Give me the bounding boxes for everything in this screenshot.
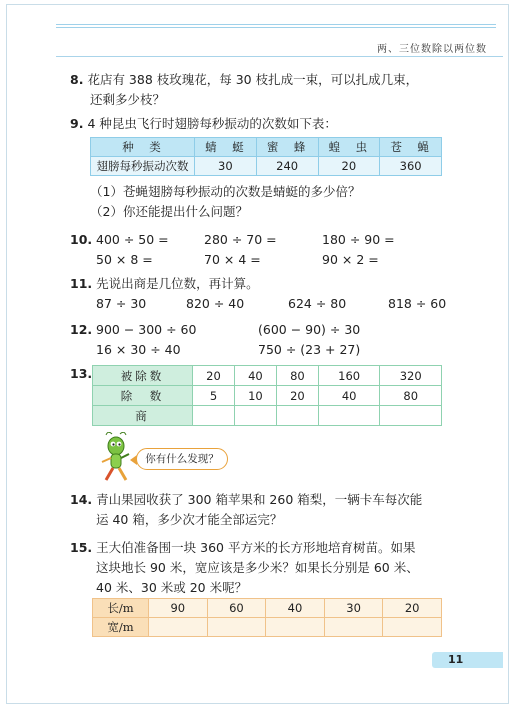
problem-text: 王大伯准备围一块 360 平方米的长方形地培育树苗。如果 bbox=[96, 540, 416, 555]
expression: 50 × 8 = bbox=[96, 252, 153, 267]
expression: 180 ÷ 90 = bbox=[322, 232, 395, 247]
table-header: 苍 蝇 bbox=[380, 138, 442, 157]
expression: 820 ÷ 40 bbox=[186, 296, 245, 311]
problem-number: 10. bbox=[70, 232, 93, 247]
expression: 900 − 300 ÷ 60 bbox=[96, 322, 197, 337]
table-cell: 320 bbox=[380, 366, 442, 386]
problem-number: 8. bbox=[70, 72, 84, 87]
answer-cell[interactable] bbox=[234, 406, 276, 426]
expression: 818 ÷ 60 bbox=[388, 296, 447, 311]
table-cell: 10 bbox=[234, 386, 276, 406]
problem-number: 15. bbox=[70, 540, 93, 555]
table-cell: 40 bbox=[234, 366, 276, 386]
chapter-header: 两、三位数除以两位数 bbox=[377, 44, 487, 55]
expression: 750 ÷ (23 + 27) bbox=[258, 342, 361, 357]
problem-text: 青山果园收获了 300 箱苹果和 260 箱梨，一辆卡车每次能 bbox=[96, 492, 423, 507]
expression: 70 × 4 = bbox=[204, 252, 261, 267]
problem-14 bbox=[70, 492, 422, 508]
expression: 280 ÷ 70 = bbox=[204, 232, 277, 247]
answer-cell[interactable] bbox=[318, 406, 380, 426]
problem-text: 花店有 388 枝玫瑰花，每 30 枝扎成一束，可以扎成几束， bbox=[87, 72, 419, 87]
division-table bbox=[92, 365, 442, 426]
problem-15-cont: 40 米、30 米或 20 米呢？ bbox=[96, 580, 248, 595]
expression: (600 − 90) ÷ 30 bbox=[258, 322, 361, 337]
table-header: 蜜 蜂 bbox=[256, 138, 318, 157]
table-cell: 60 bbox=[207, 599, 266, 618]
expression: 16 × 30 ÷ 40 bbox=[96, 342, 181, 357]
row-label: 长/m bbox=[93, 599, 149, 618]
insect-table bbox=[90, 137, 442, 176]
table-cell: 80 bbox=[380, 386, 442, 406]
problem-15-cont: 这块地长 90 米，宽应该是多少米？如果长分别是 60 米、 bbox=[96, 560, 419, 575]
table-cell: 40 bbox=[318, 386, 380, 406]
problem-number: 12. bbox=[70, 322, 93, 337]
table-cell: 30 bbox=[195, 157, 257, 176]
table-cell: 20 bbox=[318, 157, 380, 176]
answer-cell[interactable] bbox=[383, 618, 442, 637]
row-label: 除 数 bbox=[93, 386, 193, 406]
table-cell: 160 bbox=[318, 366, 380, 386]
table-cell: 30 bbox=[324, 599, 383, 618]
table-cell: 20 bbox=[276, 386, 318, 406]
table-header: 蝗 虫 bbox=[318, 138, 380, 157]
header-divider bbox=[56, 56, 503, 57]
field-size-table bbox=[92, 598, 442, 637]
expression: 624 ÷ 80 bbox=[288, 296, 347, 311]
problem-11 bbox=[70, 276, 259, 292]
table-cell: 80 bbox=[276, 366, 318, 386]
problem-text: 4 种昆虫飞行时翅膀每秒振动的次数如下表： bbox=[87, 116, 337, 131]
hint-bubble: 你有什么发现？ bbox=[136, 448, 228, 470]
table-header: 种 类 bbox=[91, 138, 195, 157]
table-cell: 20 bbox=[193, 366, 235, 386]
question-1: （1）苍蝇翅膀每秒振动的次数是蜻蜓的多少倍？ bbox=[90, 184, 361, 199]
answer-cell[interactable] bbox=[149, 618, 208, 637]
table-row-label: 翅膀每秒振动次数 bbox=[91, 157, 195, 176]
top-rule bbox=[56, 24, 496, 32]
table-cell: 5 bbox=[193, 386, 235, 406]
question-2: （2）你还能提出什么问题？ bbox=[90, 204, 248, 219]
answer-cell[interactable] bbox=[380, 406, 442, 426]
table-header: 蜻 蜓 bbox=[195, 138, 257, 157]
expression: 87 ÷ 30 bbox=[96, 296, 147, 311]
problem-number: 14. bbox=[70, 492, 93, 507]
answer-cell[interactable] bbox=[324, 618, 383, 637]
problem-number: 13. bbox=[70, 366, 93, 381]
problem-8-cont: 还剩多少枝？ bbox=[90, 92, 166, 107]
table-cell: 20 bbox=[383, 599, 442, 618]
table-cell: 40 bbox=[266, 599, 325, 618]
expression: 400 ÷ 50 = bbox=[96, 232, 169, 247]
expression: 90 × 2 = bbox=[322, 252, 379, 267]
answer-cell[interactable] bbox=[193, 406, 235, 426]
page-number: 11 bbox=[448, 653, 464, 666]
answer-cell[interactable] bbox=[266, 618, 325, 637]
table-cell: 240 bbox=[256, 157, 318, 176]
row-label: 宽/m bbox=[93, 618, 149, 637]
problem-14-cont: 运 40 箱，多少次才能全部运完？ bbox=[96, 512, 283, 527]
answer-cell[interactable] bbox=[276, 406, 318, 426]
page-number-bar bbox=[432, 652, 503, 668]
problem-15 bbox=[70, 540, 415, 556]
problem-8 bbox=[70, 72, 418, 88]
answer-cell[interactable] bbox=[207, 618, 266, 637]
problem-text: 先说出商是几位数，再计算。 bbox=[96, 276, 259, 291]
row-label: 被除数 bbox=[93, 366, 193, 386]
table-cell: 90 bbox=[149, 599, 208, 618]
problem-number: 11. bbox=[70, 276, 93, 291]
table-cell: 360 bbox=[380, 157, 442, 176]
problem-9 bbox=[70, 116, 337, 132]
problem-number: 9. bbox=[70, 116, 84, 131]
row-label: 商 bbox=[93, 406, 193, 426]
